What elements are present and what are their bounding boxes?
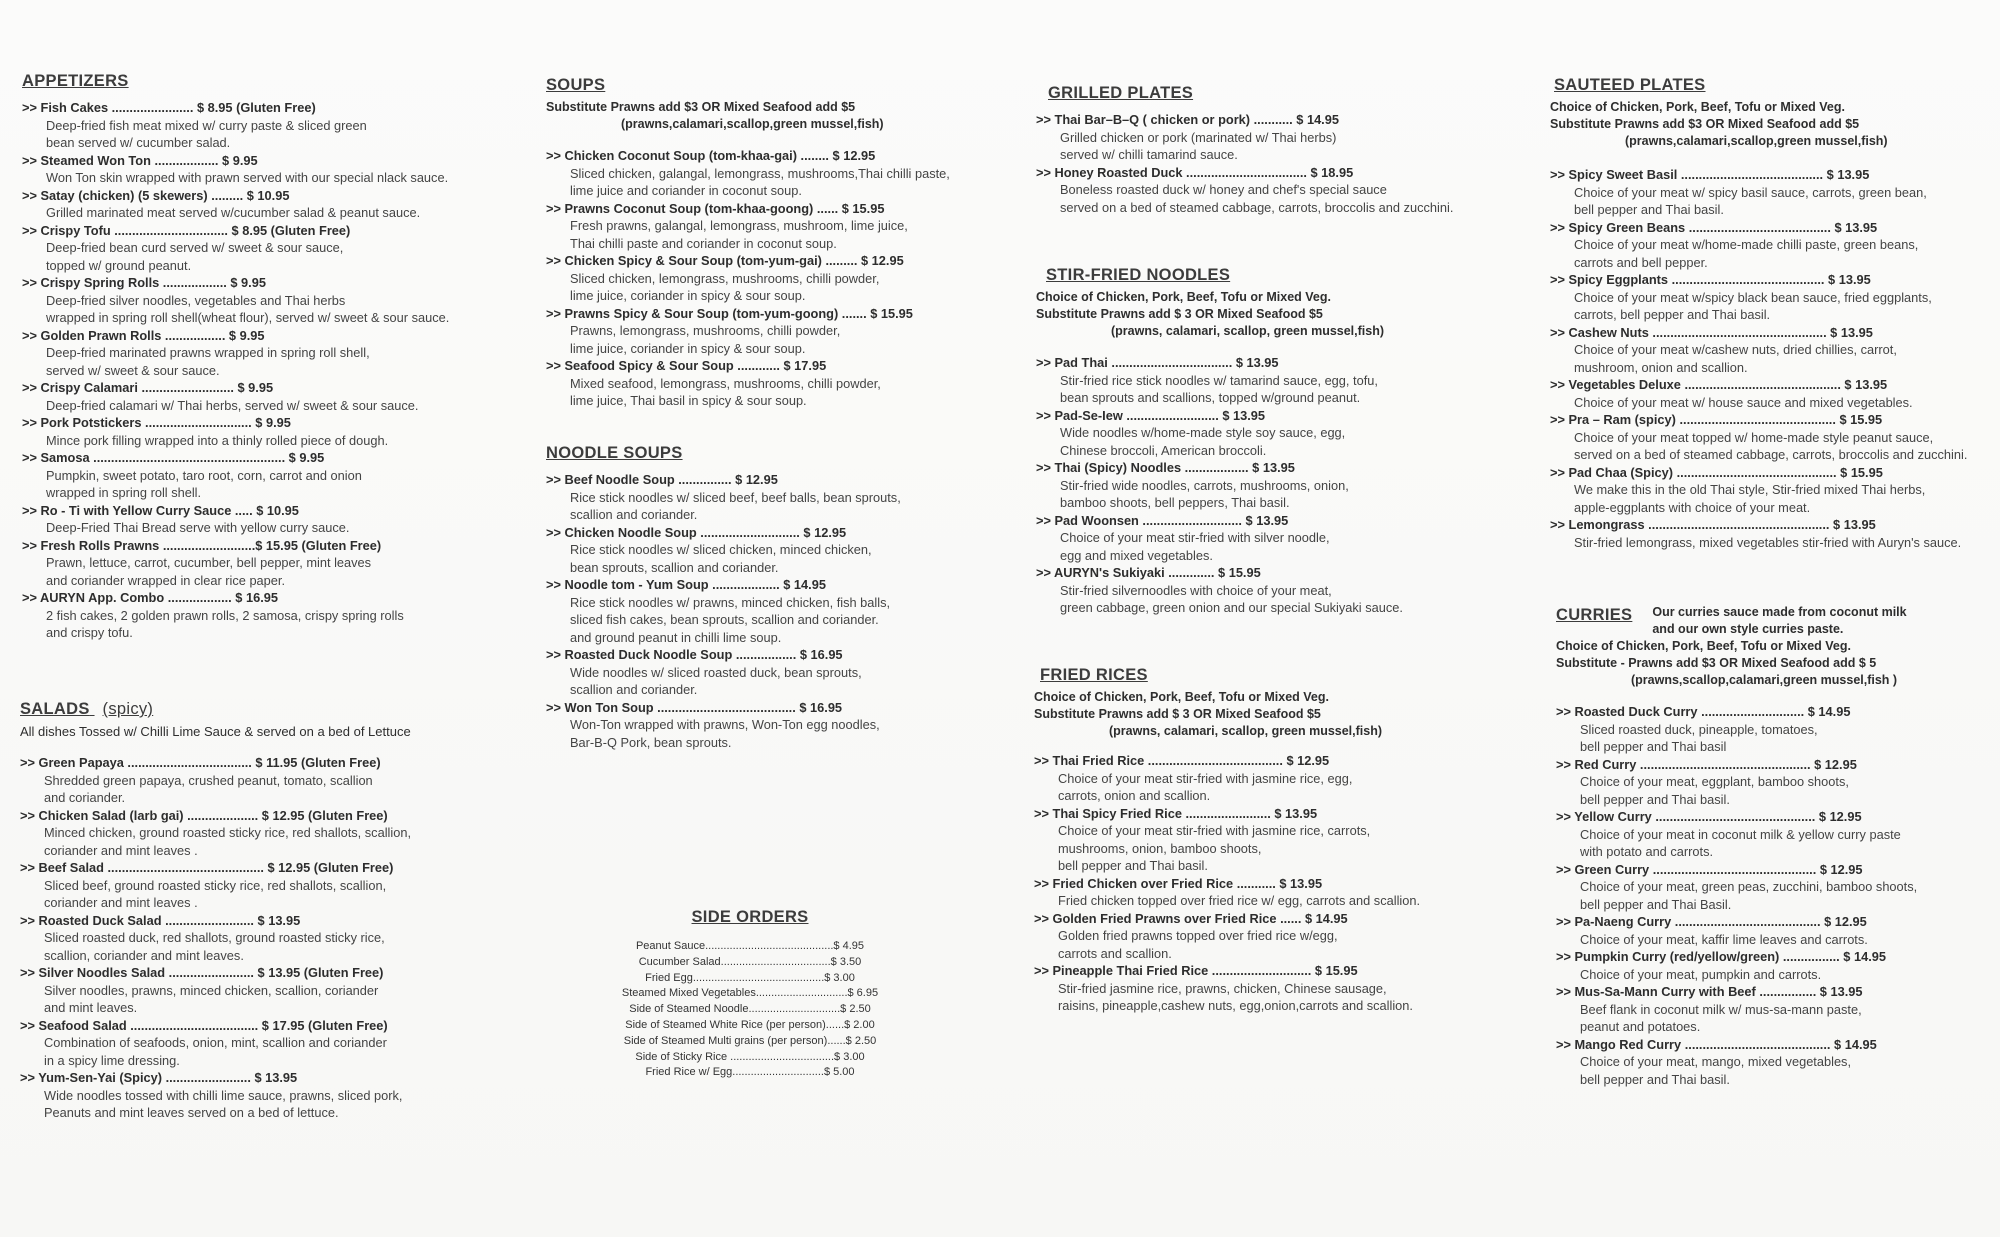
menu-item-description: Sliced chicken, lemongrass, mushrooms, chilli powder, bbox=[570, 270, 880, 286]
menu-item bbox=[1550, 376, 1990, 411]
appetizers-title: APPETIZERS bbox=[22, 72, 129, 90]
menu-item-description: topped w/ ground peanut. bbox=[46, 257, 192, 273]
curries-sub3: (prawns,scallop,calamari,green mussel,fish ) bbox=[1631, 673, 1898, 687]
menu-item-description: Stir-fried silvernoodles with choice of your meat, bbox=[1060, 582, 1332, 598]
menu-item bbox=[1556, 703, 1986, 756]
menu-item bbox=[22, 274, 522, 327]
menu-item-description: Choice of your meat topped w/ home-made style peanut sauce, bbox=[1574, 429, 1934, 445]
menu-item-description: Choice of your meat, green peas, zucchini, bamboo shoots, bbox=[1580, 879, 1918, 894]
menu-item-name-price: >> Spicy Eggplants ........................................... $ 13.95 bbox=[1550, 272, 1871, 287]
menu-item bbox=[1034, 752, 1494, 805]
menu-item-name-price: >> Prawns Spicy & Sour Soup (tom-yum-goong) ....... $ 15.95 bbox=[546, 305, 913, 321]
curries-note bbox=[1652, 604, 1906, 638]
menu-item-description: bell pepper and Thai basil. bbox=[1580, 1071, 1730, 1087]
menu-item-name-price: >> Mus-Sa-Mann Curry with Beef ................ $ 13.95 bbox=[1556, 984, 1863, 999]
menu-item bbox=[1550, 166, 1990, 219]
menu-item-description: Sliced chicken, galangal, lemongrass, mushrooms,Thai chilli paste, bbox=[570, 165, 950, 181]
menu-item-description: Choice of your meat in coconut milk & yellow curry paste bbox=[1580, 826, 1901, 842]
menu-item-description: Combination of seafoods, onion, mint, scallion and coriander bbox=[44, 1035, 387, 1050]
stir-fried-noodles-sub2: Substitute Prawns add $ 3 OR Mixed Seafood $5 bbox=[1036, 307, 1323, 321]
menu-item bbox=[1550, 324, 1990, 377]
menu-item bbox=[22, 327, 522, 380]
menu-item-description: scallion and coriander. bbox=[570, 507, 698, 522]
grilled-plates-list bbox=[1036, 111, 1486, 216]
menu-item bbox=[1556, 1036, 1986, 1089]
menu-item bbox=[22, 502, 522, 537]
menu-item-description: carrots and bell pepper. bbox=[1574, 254, 1708, 270]
menu-item bbox=[20, 807, 520, 860]
stir-fried-noodles-list bbox=[1036, 354, 1486, 617]
menu-item bbox=[20, 754, 520, 807]
menu-item-description: wrapped in spring roll shell(wheat flour), served w/ sweet & sour sauce. bbox=[46, 310, 450, 325]
menu-item-description: Bar-B-Q Pork, bean sprouts. bbox=[570, 734, 732, 750]
sauteed-plates-title: SAUTEED PLATES bbox=[1554, 76, 1706, 94]
salads-title-row bbox=[20, 700, 520, 719]
menu-item-name-price: >> Crispy Spring Rolls .................. $ 9.95 bbox=[22, 275, 266, 290]
menu-item-description: green cabbage, green onion and our special Sukiyaki sauce. bbox=[1060, 600, 1403, 615]
grilled-plates-title: GRILLED PLATES bbox=[1048, 84, 1194, 102]
fried-rices-sub2: Substitute Prawns add $ 3 OR Mixed Seafood $5 bbox=[1034, 707, 1321, 721]
menu-item-description: and mint leaves. bbox=[44, 1000, 138, 1015]
menu-item-description: Won Ton skin wrapped with prawn served with our special nlack sauce. bbox=[46, 170, 449, 185]
side-order-row: Peanut Sauce..........................................$ 4.95 bbox=[635, 940, 865, 952]
menu-item-name-price: >> Seafood Salad .................................... $ 17.95 (Gluten Free) bbox=[20, 1017, 388, 1033]
menu-item-description: bean served w/ cucumber salad. bbox=[46, 135, 231, 150]
menu-item-description: Rice stick noodles w/ sliced beef, beef balls, bean sprouts, bbox=[570, 489, 901, 505]
menu-item-name-price: >> Lemongrass ................................................... $ 13.95 bbox=[1550, 517, 1876, 532]
menu-item-description: lime juice, coriander in spicy & sour soup. bbox=[570, 340, 806, 356]
menu-item-name-price: >> Fish Cakes ....................... $ 8.95 (Gluten Free) bbox=[22, 100, 316, 115]
menu-item-description: served on a bed of steamed cabbage, carrots, broccolis and zucchini. bbox=[1060, 199, 1454, 215]
menu-item-name-price: >> Pork Potstickers .............................. $ 9.95 bbox=[22, 415, 291, 430]
menu-item-name-price: >> Crispy Tofu ................................ $ 8.95 (Gluten Free) bbox=[22, 222, 351, 238]
menu-item-description: Choice of your meat w/home-made chilli paste, green beans, bbox=[1574, 237, 1919, 252]
curries-section bbox=[1556, 604, 1986, 1088]
menu-item bbox=[22, 152, 522, 187]
stir-fried-noodles-section bbox=[1036, 266, 1486, 617]
menu-item-description: wrapped in spring roll shell. bbox=[46, 485, 202, 500]
menu-item-description: Choice of your meat stir-fried with jasmine rice, carrots, bbox=[1058, 823, 1371, 838]
menu-item bbox=[1036, 111, 1486, 164]
menu-item-name-price: >> Fresh Rolls Prawns ..........................$ 15.95 (Gluten Free) bbox=[22, 537, 382, 553]
menu-item-name-price: >> Thai (Spicy) Noodles .................. $ 13.95 bbox=[1036, 460, 1295, 475]
menu-item-name-price: >> Prawns Coconut Soup (tom-khaa-goong) ...... $ 15.95 bbox=[546, 200, 885, 216]
menu-item bbox=[1550, 516, 1990, 551]
menu-item-name-price: >> Pa-Naeng Curry ......................................... $ 12.95 bbox=[1556, 914, 1867, 929]
menu-item-description: Golden fried prawns topped over fried rice w/egg, bbox=[1058, 928, 1338, 943]
side-order-row: Cucumber Salad....................................$ 3.50 bbox=[638, 955, 862, 968]
menu-item-name-price: >> Vegetables Deluxe ............................................ $ 13.95 bbox=[1550, 377, 1888, 392]
fried-rices-title: FRIED RICES bbox=[1040, 666, 1148, 684]
menu-item-description: Choice of your meat w/ spicy basil sauce, carrots, green bean, bbox=[1574, 184, 1927, 200]
menu-item bbox=[20, 1069, 520, 1122]
menu-item-description: Beef flank in coconut milk w/ mus-sa-mann paste, bbox=[1580, 1001, 1862, 1017]
menu-item bbox=[1036, 164, 1486, 217]
menu-item-description: Mixed seafood, lemongrass, mushrooms, chilli powder, bbox=[570, 375, 881, 391]
fried-rices-list bbox=[1034, 752, 1494, 1015]
menu-item bbox=[22, 187, 522, 222]
menu-item-description: bell pepper and Thai basil. bbox=[1058, 858, 1208, 873]
menu-item bbox=[1036, 459, 1486, 512]
salads-title: SALADS bbox=[20, 700, 90, 718]
menu-item bbox=[1036, 564, 1486, 617]
menu-item-name-price: >> Spicy Green Beans ........................................ $ 13.95 bbox=[1550, 219, 1878, 235]
menu-item-description: Deep-fried silver noodles, vegetables and Thai herbs bbox=[46, 292, 346, 308]
menu-item bbox=[546, 305, 1006, 358]
menu-item bbox=[1550, 271, 1990, 324]
menu-item-name-price: >> Pad-Se-Iew .......................... $ 13.95 bbox=[1036, 407, 1266, 423]
menu-item-description: coriander and mint leaves . bbox=[44, 842, 198, 858]
menu-item-description: bell pepper and Thai basil. bbox=[1574, 202, 1724, 217]
noodle-soups-section bbox=[546, 444, 1006, 751]
menu-item-description: Choice of your meat w/cashew nuts, dried chillies, carrot, bbox=[1574, 342, 1897, 357]
appetizers-list bbox=[22, 99, 522, 642]
fried-rices-section bbox=[1034, 666, 1494, 1015]
menu-item-description: bell pepper and Thai basil. bbox=[1580, 791, 1730, 807]
menu-item-description: Pumpkin, sweet potato, taro root, corn, carrot and onion bbox=[46, 467, 362, 483]
menu-item-name-price: >> Beef Salad ............................................ $ 12.95 (Gluten Free) bbox=[20, 860, 394, 875]
stir-fried-noodles-sub1: Choice of Chicken, Pork, Beef, Tofu or Mixed Veg. bbox=[1036, 290, 1331, 304]
noodle-soups-title: NOODLE SOUPS bbox=[546, 444, 683, 462]
menu-item bbox=[1556, 948, 1986, 983]
menu-item bbox=[20, 964, 520, 1017]
salads-section bbox=[20, 700, 520, 1122]
soups-list bbox=[546, 147, 1006, 410]
menu-item bbox=[22, 589, 522, 642]
menu-item bbox=[1556, 983, 1986, 1036]
menu-item-name-price: >> Spicy Sweet Basil ........................................ $ 13.95 bbox=[1550, 167, 1870, 182]
fried-rices-sub1: Choice of Chicken, Pork, Beef, Tofu or Mixed Veg. bbox=[1034, 690, 1329, 704]
menu-item bbox=[22, 414, 522, 449]
menu-item bbox=[546, 699, 1006, 752]
menu-item-name-price: >> Honey Roasted Duck .................................. $ 18.95 bbox=[1036, 164, 1354, 180]
appetizers-section bbox=[22, 72, 522, 642]
menu-item-description: 2 fish cakes, 2 golden prawn rolls, 2 samosa, crispy spring rolls bbox=[46, 607, 404, 623]
menu-item-description: and crispy tofu. bbox=[46, 625, 133, 640]
menu-item-description: Shredded green papaya, crushed peanut, tomato, scallion bbox=[44, 772, 373, 788]
menu-item-description: Choice of your meat stir-fried with jasmine rice, egg, bbox=[1058, 770, 1353, 786]
menu-item bbox=[1550, 411, 1990, 464]
menu-item-name-price: >> Crispy Calamari .......................... $ 9.95 bbox=[22, 380, 274, 395]
sauteed-plates-sub2: Substitute Prawns add $3 OR Mixed Seafood add $5 bbox=[1550, 117, 1860, 131]
menu-item-description: Deep-fried marinated prawns wrapped in spring roll shell, bbox=[46, 345, 370, 360]
menu-item-description: Stir-fried lemongrass, mixed vegetables stir-fried with Auryn's sauce. bbox=[1574, 534, 1962, 550]
menu-item-description: Fresh prawns, galangal, lemongrass, mushroom, lime juice, bbox=[570, 218, 908, 233]
soups-sub2: (prawns,calamari,scallop,green mussel,fish) bbox=[621, 117, 884, 131]
menu-item-description: carrots and scallion. bbox=[1058, 945, 1172, 961]
menu-item-description: Choice of your meat, pumpkin and carrots. bbox=[1580, 966, 1822, 982]
menu-item-name-price: >> Pad Chaa (Spicy) ............................................. $ 15.95 bbox=[1550, 464, 1883, 480]
curries-note2: and our own style curries paste. bbox=[1652, 622, 1844, 636]
menu-item bbox=[22, 449, 522, 502]
menu-item-name-price: >> Golden Fried Prawns over Fried Rice ...... $ 14.95 bbox=[1034, 910, 1348, 926]
fried-rices-sub3: (prawns, calamari, scallop, green mussel,fish) bbox=[1109, 724, 1383, 738]
menu-item-description: Rice stick noodles w/ sliced chicken, minced chicken, bbox=[570, 542, 872, 557]
curries-title: CURRIES bbox=[1556, 606, 1633, 624]
menu-item-description: bean sprouts, scallion and coriander. bbox=[570, 559, 779, 575]
salads-note: All dishes Tossed w/ Chilli Lime Sauce & served on a bed of Lettuce bbox=[20, 724, 411, 739]
menu-item-name-price: >> Golden Prawn Rolls ................. $ 9.95 bbox=[22, 327, 265, 343]
menu-item-description: mushrooms, onion, bamboo shoots, bbox=[1058, 840, 1262, 856]
menu-item-description: and coriander. bbox=[44, 790, 126, 805]
menu-item-description: Choice of your meat, kaffir lime leaves and carrots. bbox=[1580, 931, 1868, 947]
menu-item-description: Boneless roasted duck w/ honey and chef's special sauce bbox=[1060, 182, 1387, 197]
menu-item-description: bell pepper and Thai basil bbox=[1580, 739, 1727, 754]
side-order-row: Side of Sticky Rice ..................................$ 3.00 bbox=[635, 1050, 865, 1063]
menu-item-description: Prawns, lemongrass, mushrooms, chilli powder, bbox=[570, 323, 841, 338]
menu-item-description: coriander and mint leaves . bbox=[44, 895, 198, 910]
curries-sub1: Choice of Chicken, Pork, Beef, Tofu or Mixed Veg. bbox=[1556, 639, 1851, 653]
menu-item-name-price: >> Pra – Ram (spicy) ............................................ $ 15.95 bbox=[1550, 412, 1883, 427]
side-order-row: Steamed Mixed Vegetables..............................$ 6.95 bbox=[621, 987, 879, 1000]
side-order-row: Fried Egg...........................................$ 3.00 bbox=[645, 971, 855, 984]
menu-item-name-price: >> Roasted Duck Salad ......................... $ 13.95 bbox=[20, 912, 301, 928]
menu-item-description: Thai chilli paste and coriander in coconut soup. bbox=[570, 235, 837, 251]
menu-item bbox=[22, 537, 522, 590]
menu-item-name-price: >> Pad Thai .................................. $ 13.95 bbox=[1036, 355, 1279, 370]
menu-item-description: Sliced roasted duck, pineapple, tomatoes, bbox=[1580, 721, 1818, 737]
menu-item-name-price: >> Fried Chicken over Fried Rice ........... $ 13.95 bbox=[1034, 875, 1323, 891]
soups-sub1: Substitute Prawns add $3 OR Mixed Seafood add $5 bbox=[546, 100, 856, 114]
menu-item-description: Choice of your meat stir-fried with silver noodle, bbox=[1060, 530, 1330, 545]
side-orders-title: SIDE ORDERS bbox=[691, 908, 809, 926]
menu-item bbox=[546, 252, 1006, 305]
menu-item-description: Silver noodles, prawns, minced chicken, scallion, coriander bbox=[44, 982, 379, 998]
menu-item bbox=[546, 646, 1006, 699]
menu-item-description: bean sprouts and scallions, topped w/ground peanut. bbox=[1060, 390, 1361, 405]
menu-item-description: Stir-fried jasmine rice, prawns, chicken, Chinese sausage, bbox=[1058, 980, 1387, 996]
menu-item-description: Deep-Fried Thai Bread serve with yellow curry sauce. bbox=[46, 520, 350, 535]
stir-fried-noodles-sub3: (prawns, calamari, scallop, green mussel,fish) bbox=[1111, 324, 1385, 338]
menu-item-description: and coriander wrapped in clear rice paper. bbox=[46, 572, 286, 588]
curries-list bbox=[1556, 703, 1986, 1088]
menu-item-description: Grilled chicken or pork (marinated w/ Thai herbs) bbox=[1060, 129, 1337, 145]
curries-note1: Our curries sauce made from coconut milk bbox=[1652, 605, 1907, 619]
menu-item bbox=[20, 859, 520, 912]
menu-item-description: Choice of your meat w/spicy black bean sauce, fried eggplants, bbox=[1574, 289, 1932, 305]
curries-sub2: Substitute - Prawns add $3 OR Mixed Seafood add $ 5 bbox=[1556, 656, 1877, 670]
side-order-row: Side of Steamed Multi grains (per person)......$ 2.50 bbox=[623, 1034, 877, 1047]
menu-item-description: Choice of your meat, mango, mixed vegetables, bbox=[1580, 1054, 1852, 1069]
menu-item bbox=[546, 147, 1006, 200]
menu-item bbox=[1550, 219, 1990, 272]
menu-item bbox=[1034, 910, 1494, 963]
menu-item bbox=[1556, 808, 1986, 861]
menu-item bbox=[22, 222, 522, 275]
salads-list bbox=[20, 754, 520, 1122]
menu-item-name-price: >> Roasted Duck Noodle Soup ................. $ 16.95 bbox=[546, 647, 843, 662]
menu-item-description: carrots, bell pepper and Thai basil. bbox=[1574, 307, 1771, 322]
menu-item-description: Deep-fried fish meat mixed w/ curry paste & sliced green bbox=[46, 117, 367, 133]
menu-item-description: in a spicy lime dressing. bbox=[44, 1052, 180, 1068]
curries-header bbox=[1556, 604, 1986, 638]
menu-item-description: raisins, pineapple,cashew nuts, egg,onion,carrots and scallion. bbox=[1058, 998, 1413, 1013]
menu-item bbox=[1556, 756, 1986, 809]
salads-title-extra: (spicy) bbox=[102, 700, 154, 718]
menu-item-description: Sliced beef, ground roasted sticky rice, red shallots, scallion, bbox=[44, 877, 387, 893]
menu-item bbox=[1556, 861, 1986, 914]
menu-item-description: served on a bed of steamed cabbage, carrots, broccolis and zucchini. bbox=[1574, 447, 1968, 462]
menu-item-name-price: >> Mango Red Curry ......................................... $ 14.95 bbox=[1556, 1036, 1877, 1052]
menu-item-name-price: >> AURYN App. Combo .................. $ 16.95 bbox=[22, 590, 278, 605]
menu-item bbox=[22, 379, 522, 414]
menu-item-name-price: >> Yum-Sen-Yai (Spicy) ........................ $ 13.95 bbox=[20, 1070, 298, 1085]
stir-fried-noodles-title: STIR-FRIED NOODLES bbox=[1046, 266, 1231, 284]
sauteed-plates-sub1: Choice of Chicken, Pork, Beef, Tofu or Mixed Veg. bbox=[1550, 100, 1845, 114]
menu-item-description: Wide noodles w/ sliced roasted duck, bean sprouts, bbox=[570, 664, 862, 680]
menu-item-description: Sliced roasted duck, red shallots, ground roasted sticky rice, bbox=[44, 930, 385, 945]
soups-title: SOUPS bbox=[546, 76, 606, 94]
menu-item-description: Minced chicken, ground roasted sticky rice, red shallots, scallion, bbox=[44, 825, 412, 840]
menu-item-name-price: >> Yellow Curry ............................................. $ 12.95 bbox=[1556, 809, 1862, 824]
menu-item-description: Fried chicken topped over fried rice w/ egg, carrots and scallion. bbox=[1058, 893, 1421, 908]
menu-item-description: Deep-fried bean curd served w/ sweet & sour sauce, bbox=[46, 240, 344, 255]
menu-item-description: served w/ chilli tamarind sauce. bbox=[1060, 147, 1238, 162]
side-orders-list bbox=[600, 939, 900, 1081]
menu-item bbox=[546, 200, 1006, 253]
menu-item bbox=[1034, 805, 1494, 875]
menu-item-name-price: >> Won Ton Soup ....................................... $ 16.95 bbox=[546, 699, 843, 715]
menu-item-name-price: >> AURYN's Sukiyaki ............. $ 15.95 bbox=[1036, 565, 1261, 580]
menu-item-description: Choice of your meat, eggplant, bamboo shoots, bbox=[1580, 774, 1849, 789]
menu-item-description: lime juice and coriander in coconut soup. bbox=[570, 183, 802, 198]
menu-item-description: Prawn, lettuce, carrot, cucumber, bell pepper, mint leaves bbox=[46, 555, 372, 570]
sauteed-plates-sub3: (prawns,calamari,scallop,green mussel,fish) bbox=[1625, 134, 1888, 148]
menu-item bbox=[1034, 875, 1494, 910]
menu-item-description: scallion and coriander. bbox=[570, 682, 698, 697]
menu-item-name-price: >> Beef Noodle Soup ............... $ 12.95 bbox=[546, 472, 778, 487]
menu-item bbox=[20, 912, 520, 965]
soups-section bbox=[546, 76, 1006, 410]
menu-item-description: Choice of your meat w/ house sauce and mixed vegetables. bbox=[1574, 394, 1913, 410]
side-order-row: Side of Steamed Noodle..............................$ 2.50 bbox=[629, 1003, 871, 1016]
menu-item-description: lime juice, Thai basil in spicy & sour soup. bbox=[570, 393, 807, 408]
menu-item-name-price: >> Pad Woonsen ............................ $ 13.95 bbox=[1036, 512, 1289, 528]
menu-item-description: with potato and carrots. bbox=[1580, 844, 1714, 859]
menu-item-name-price: >> Red Curry ................................................ $ 12.95 bbox=[1556, 756, 1857, 772]
menu-item-name-price: >> Chicken Spicy & Sour Soup (tom-yum-gai) ......... $ 12.95 bbox=[546, 253, 904, 268]
menu-item-description: We make this in the old Thai style, Stir-fried mixed Thai herbs, bbox=[1574, 482, 1926, 497]
menu-item-name-price: >> Seafood Spicy & Sour Soup ............ $ 17.95 bbox=[546, 358, 827, 373]
menu-item-name-price: >> Pumpkin Curry (red/yellow/green) ................ $ 14.95 bbox=[1556, 949, 1886, 964]
menu-item-name-price: >> Pineapple Thai Fried Rice ............................ $ 15.95 bbox=[1034, 963, 1358, 978]
menu-item bbox=[546, 576, 1006, 646]
menu-item-description: scallion, coriander and mint leaves. bbox=[44, 947, 244, 963]
menu-item bbox=[1556, 913, 1986, 948]
menu-item-description: Rice stick noodles w/ prawns, minced chicken, fish balls, bbox=[570, 594, 891, 610]
menu-item-description: Stir-fried rice stick noodles w/ tamarind sauce, egg, tofu, bbox=[1060, 372, 1378, 388]
menu-item-description: Deep-fried calamari w/ Thai herbs, served w/ sweet & sour sauce. bbox=[46, 397, 419, 413]
menu-item-name-price: >> Cashew Nuts ................................................. $ 13.95 bbox=[1550, 324, 1873, 340]
menu-item-name-price: >> Green Papaya ................................... $ 11.95 (Gluten Free) bbox=[20, 755, 381, 770]
menu-item-name-price: >> Thai Spicy Fried Rice ........................ $ 13.95 bbox=[1034, 805, 1318, 821]
menu-item bbox=[1034, 962, 1494, 1015]
menu-item-description: Won-Ton wrapped with prawns, Won-Ton egg noodles, bbox=[570, 717, 880, 732]
menu-item-description: served w/ sweet & sour sauce. bbox=[46, 362, 220, 378]
menu-item bbox=[1036, 512, 1486, 565]
menu-item bbox=[1036, 354, 1486, 407]
menu-item-description: Peanuts and mint leaves served on a bed of lettuce. bbox=[44, 1105, 339, 1120]
menu-item-name-price: >> Roasted Duck Curry ............................. $ 14.95 bbox=[1556, 704, 1851, 719]
side-order-row: Side of Steamed White Rice (per person)......$ 2.00 bbox=[625, 1018, 875, 1031]
menu-item-description: lime juice, coriander in spicy & sour soup. bbox=[570, 288, 806, 303]
sauteed-plates-section bbox=[1550, 76, 1990, 551]
menu-item-name-price: >> Ro - Ti with Yellow Curry Sauce ..... $ 10.95 bbox=[22, 502, 299, 518]
menu-item-name-price: >> Silver Noodles Salad ........................ $ 13.95 (Gluten Free) bbox=[20, 965, 384, 980]
menu-item-description: Chinese broccoli, American broccoli. bbox=[1060, 442, 1267, 458]
menu-item-description: Grilled marinated meat served w/cucumber salad & peanut sauce. bbox=[46, 205, 421, 220]
menu-item bbox=[1550, 464, 1990, 517]
menu-item bbox=[546, 524, 1006, 577]
menu-item-description: bell pepper and Thai Basil. bbox=[1580, 896, 1732, 912]
menu-item-name-price: >> Chicken Noodle Soup ............................ $ 12.95 bbox=[546, 524, 847, 540]
menu-item-description: egg and mixed vegetables. bbox=[1060, 547, 1213, 563]
sauteed-plates-list bbox=[1550, 166, 1990, 551]
menu-item-description: sliced fish cakes, bean sprouts, scallion and coriander. bbox=[570, 612, 879, 627]
menu-item-name-price: >> Samosa ...................................................... $ 9.95 bbox=[22, 450, 325, 465]
menu-item-description: peanut and potatoes. bbox=[1580, 1019, 1701, 1034]
side-order-row: Fried Rice w/ Egg..............................$ 5.00 bbox=[645, 1066, 855, 1079]
side-orders-section bbox=[600, 908, 900, 1081]
menu-item bbox=[20, 1017, 520, 1070]
menu-item-description: carrots, onion and scallion. bbox=[1058, 788, 1211, 803]
menu-item-name-price: >> Thai Bar–B–Q ( chicken or pork) ........... $ 14.95 bbox=[1036, 112, 1339, 127]
menu-item-description: Mince pork filling wrapped into a thinly rolled piece of dough. bbox=[46, 432, 389, 448]
menu-item-name-price: >> Steamed Won Ton .................. $ 9.95 bbox=[22, 152, 258, 168]
menu-item-name-price: >> Satay (chicken) (5 skewers) ......... $ 10.95 bbox=[22, 187, 290, 203]
menu-item bbox=[546, 471, 1006, 524]
menu-item-name-price: >> Chicken Coconut Soup (tom-khaa-gai) ........ $ 12.95 bbox=[546, 148, 876, 163]
menu-item bbox=[1036, 407, 1486, 460]
menu-item-description: Wide noodles w/home-made style soy sauce, egg, bbox=[1060, 425, 1346, 440]
menu-item-description: Stir-fried wide noodles, carrots, mushrooms, onion, bbox=[1060, 477, 1349, 493]
menu-item-description: mushroom, onion and scallion. bbox=[1574, 359, 1748, 375]
noodle-soups-list bbox=[546, 471, 1006, 751]
menu-item-description: apple-eggplants with choice of your meat. bbox=[1574, 499, 1811, 515]
menu-item bbox=[22, 99, 522, 152]
menu-item-description: bamboo shoots, bell peppers, Thai basil. bbox=[1060, 495, 1290, 510]
menu-item-name-price: >> Noodle tom - Yum Soup ................... $ 14.95 bbox=[546, 577, 826, 592]
menu-item-description: and ground peanut in chilli lime soup. bbox=[570, 629, 782, 645]
menu-item-name-price: >> Thai Fried Rice ...................................... $ 12.95 bbox=[1034, 753, 1330, 768]
menu-item bbox=[546, 357, 1006, 410]
grilled-plates-section bbox=[1036, 84, 1486, 216]
menu-item-description: Wide noodles tossed with chilli lime sauce, prawns, sliced pork, bbox=[44, 1087, 403, 1103]
menu-item-name-price: >> Chicken Salad (larb gai) .................... $ 12.95 (Gluten Free) bbox=[20, 807, 388, 823]
menu-item-name-price: >> Green Curry .............................................. $ 12.95 bbox=[1556, 861, 1863, 877]
